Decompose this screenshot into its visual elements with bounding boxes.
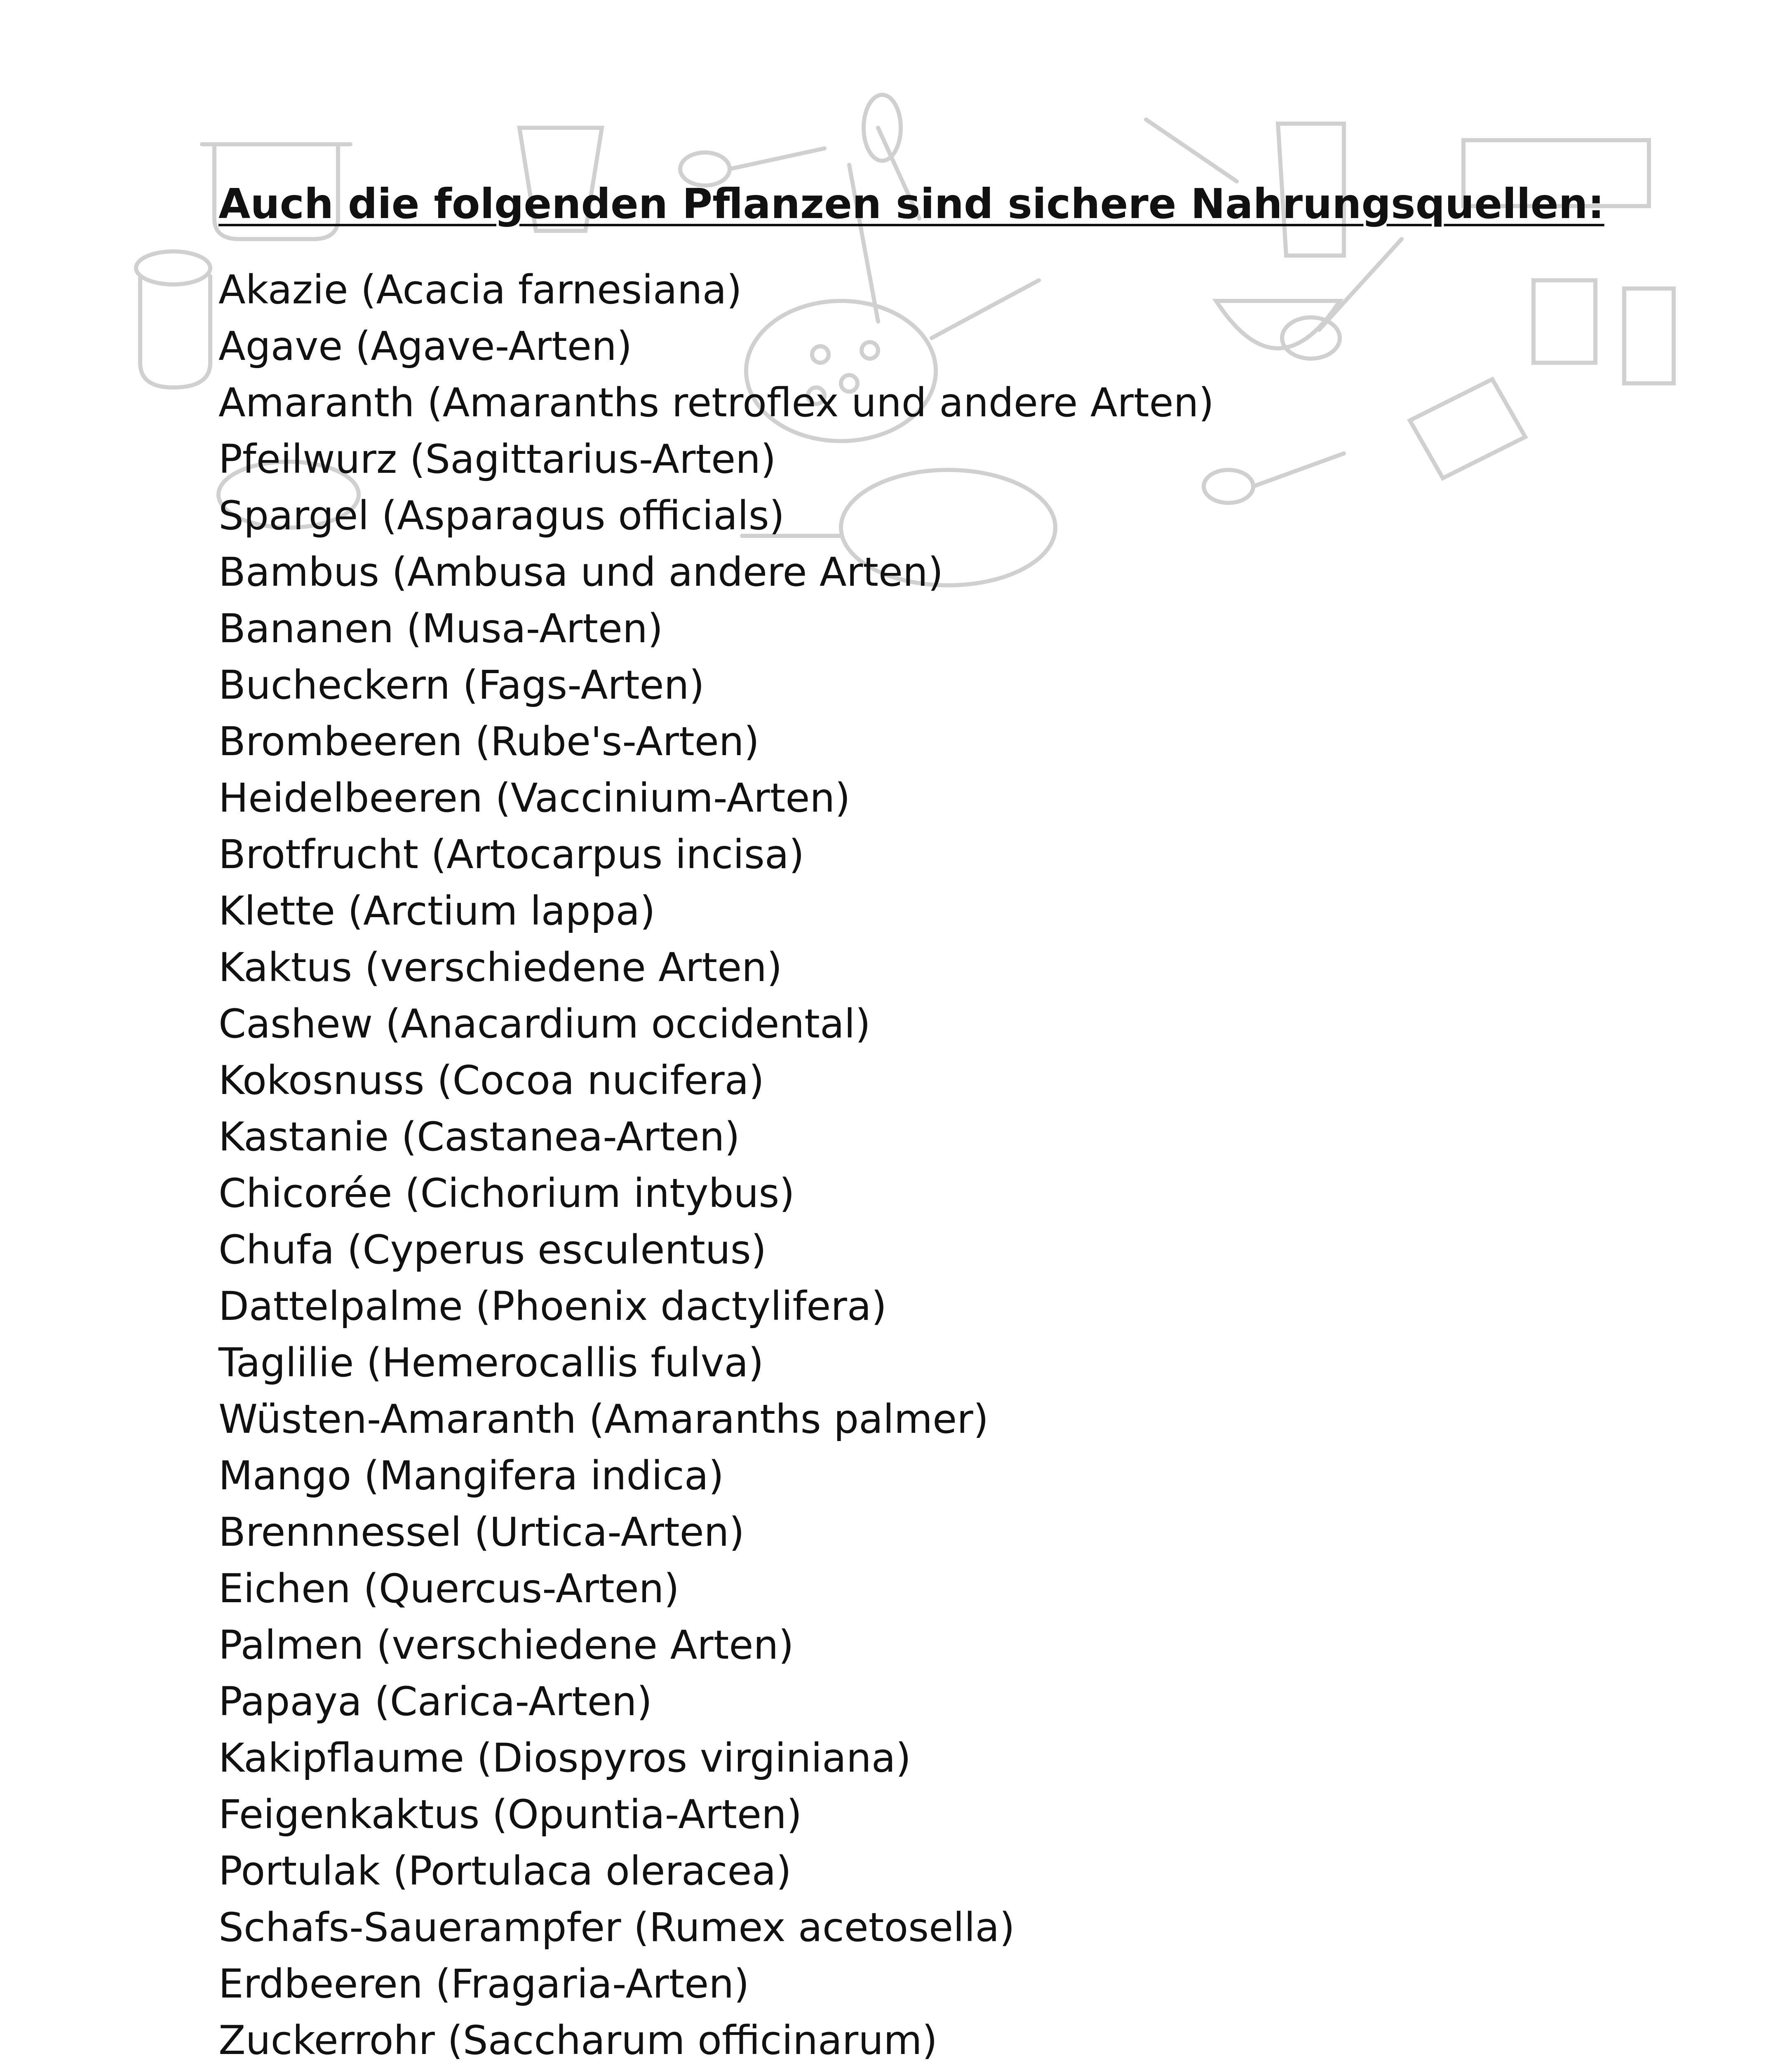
list-item: Eichen (Quercus-Arten)	[218, 1566, 679, 1612]
list-item: Brennnessel (Urtica-Arten)	[218, 1509, 745, 1555]
list-item: Papaya (Carica-Arten)	[218, 1678, 653, 1725]
list-item: Wüsten-Amaranth (Amaranths palmer)	[218, 1396, 989, 1442]
list-item: Dattelpalme (Phoenix dactylifera)	[218, 1283, 887, 1329]
list-item: Kaktus (verschiedene Arten)	[218, 944, 782, 991]
list-item: Agave (Agave-Arten)	[218, 323, 632, 369]
page-heading: Auch die folgenden Pflanzen sind sichere Nahrungsquellen:	[218, 180, 1604, 228]
list-item: Kokosnuss (Cocoa nucifera)	[218, 1057, 764, 1103]
list-item: Bananen (Musa-Arten)	[218, 606, 663, 652]
list-item: Kastanie (Castanea-Arten)	[218, 1114, 740, 1160]
list-item: Amaranth (Amaranths retroflex und andere Arten)	[218, 380, 1214, 426]
list-item: Pfeilwurz (Sagittarius-Arten)	[218, 436, 776, 482]
plant-list	[218, 262, 1661, 2061]
list-item: Erdbeeren (Fragaria-Arten)	[218, 1961, 749, 2007]
list-item: Taglilie (Hemerocallis fulva)	[218, 1340, 764, 1386]
list-item: Bucheckern (Fags-Arten)	[218, 662, 705, 708]
list-item: Schafs-Sauerampfer (Rumex acetosella)	[218, 1904, 1015, 1951]
list-item: Palmen (verschiedene Arten)	[218, 1622, 794, 1668]
list-item: Chufa (Cyperus esculentus)	[218, 1227, 767, 1273]
list-item: Mango (Mangifera indica)	[218, 1453, 724, 1499]
list-item: Portulak (Portulaca oleracea)	[218, 1848, 791, 1894]
list-item: Brombeeren (Rube's-Arten)	[218, 718, 760, 765]
list-item: Kakipflaume (Diospyros virginiana)	[218, 1735, 911, 1781]
list-item: Heidelbeeren (Vaccinium-Arten)	[218, 775, 850, 821]
list-item: Spargel (Asparagus officials)	[218, 493, 785, 539]
list-item: Cashew (Anacardium occidental)	[218, 1001, 871, 1047]
list-item: Bambus (Ambusa und andere Arten)	[218, 549, 944, 595]
list-item: Akazie (Acacia farnesiana)	[218, 267, 742, 313]
list-item: Feigenkaktus (Opuntia-Arten)	[218, 1791, 802, 1838]
page-content	[218, 177, 1661, 2061]
list-item: Klette (Arctium lappa)	[218, 888, 655, 934]
list-item: Zuckerrohr (Saccharum officinarum)	[218, 2017, 938, 2061]
list-item: Brotfrucht (Artocarpus incisa)	[218, 831, 805, 878]
list-item: Chicorée (Cichorium intybus)	[218, 1170, 795, 1216]
